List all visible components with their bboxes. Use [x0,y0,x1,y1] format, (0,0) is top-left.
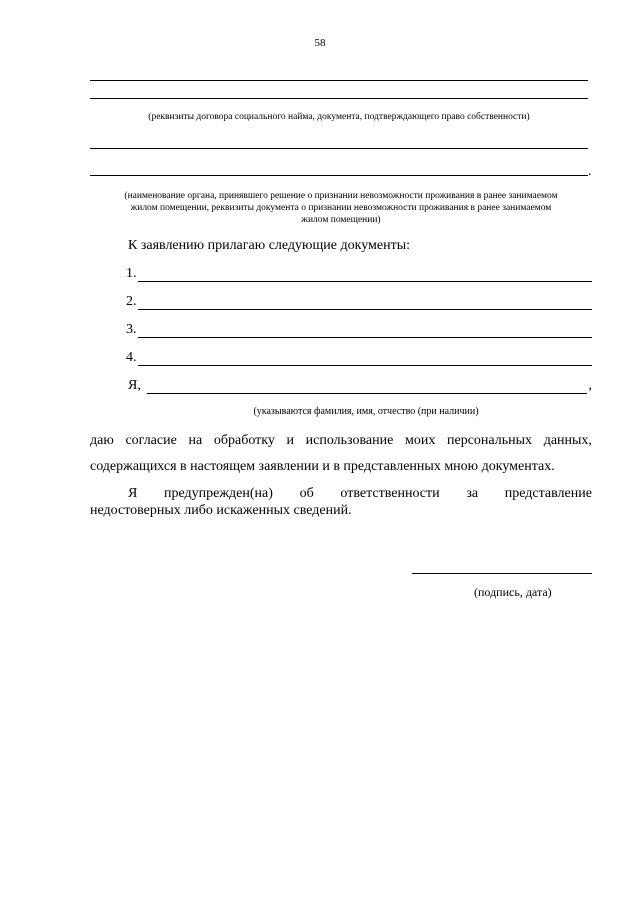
warning-word: предупрежден(на) [164,486,273,501]
organ-caption-line-1: (наименование органа, принявшего решение о признании невозможности проживания в ранее занимаемом [124,191,558,201]
document-line-3 [126,322,592,338]
document-number: 3. [126,322,137,337]
i-comma: , [588,378,592,393]
fio-line [128,378,592,394]
document-number: 1. [126,266,137,281]
signature-line [412,573,592,574]
consent-word: использование [305,433,394,448]
warning-word: Я [128,486,138,501]
fio-fill-line [147,379,587,394]
document-number: 2. [126,294,137,309]
document-number: 4. [126,350,137,365]
signature-caption: (подпись, дата) [474,585,552,599]
organ-line-2 [90,175,588,176]
consent-word: обработку [213,433,275,448]
organ-line-1 [90,148,588,149]
document-line-1 [126,266,592,282]
consent-word: моих [405,433,436,448]
warning-line-2: недостоверных либо искаженных сведений. [90,503,352,518]
fio-caption: (указываются фамилия, имя, отчество (при наличии) [253,406,479,417]
consent-word: даю [90,433,114,448]
warning-word: за [466,486,479,501]
document-line-4 [126,350,592,366]
document-fill-line [138,295,593,310]
consent-word: на [188,433,203,448]
warning-line-1 [128,486,592,502]
contract-line-2 [90,98,588,99]
documents-intro: К заявлению прилагаю следующие документы: [128,238,411,253]
page-number: 58 [314,37,326,49]
warning-word: ответственности [340,486,440,501]
contract-line-1 [90,80,588,81]
organ-caption-line-3: жилом помещении) [301,215,381,225]
consent-word: и [286,433,295,448]
i-label: Я, [128,378,141,393]
organ-caption-line-2: жилом помещении, реквизиты документа о признании невозможности проживания в ранее занимаемом [130,203,552,213]
document-fill-line [138,267,593,282]
document-fill-line [138,323,593,338]
consent-line-2: содержащихся в настоящем заявлении и в представленных мною документах. [90,459,555,474]
organ-line-period: . [588,164,592,179]
document-fill-line [138,351,593,366]
consent-word: персональных [447,433,533,448]
consent-line-1 [90,433,592,449]
document-line-2 [126,294,592,310]
warning-word: об [299,486,314,501]
organ-caption [90,190,592,226]
consent-word: данных, [543,433,592,448]
consent-word: согласие [125,433,177,448]
contract-caption: (реквизиты договора социального найма, документа, подтверждающего право собственности) [148,112,530,122]
warning-word: представление [504,486,592,501]
